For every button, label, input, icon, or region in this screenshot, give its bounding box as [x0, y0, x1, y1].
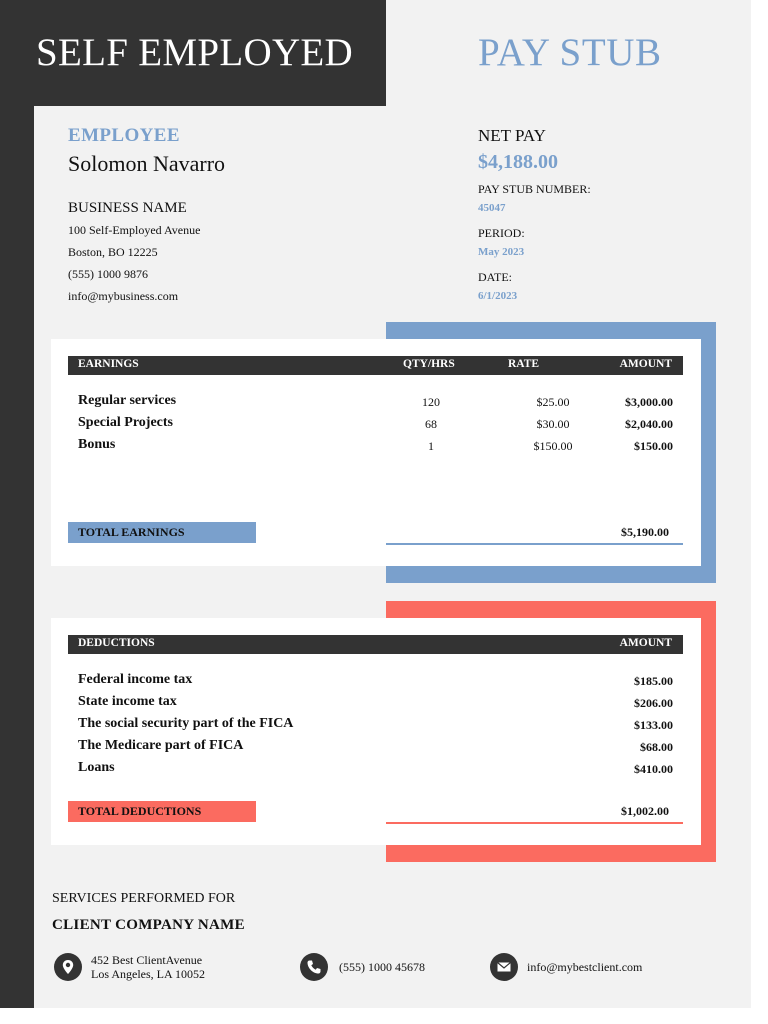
client-address	[91, 953, 205, 981]
client-email: info@mybestclient.com	[527, 960, 643, 974]
client-address-line1: 452 Best ClientAvenue	[91, 953, 203, 967]
deduction-amount: $206.00	[634, 696, 673, 710]
deductions-table-header	[68, 635, 683, 654]
employee-label: EMPLOYEE	[68, 125, 180, 146]
net-pay-value: $4,188.00	[478, 151, 558, 173]
earning-amount: $2,040.00	[625, 417, 673, 431]
net-pay-label: NET PAY	[478, 126, 546, 145]
document-subtitle: PAY STUB	[478, 31, 662, 74]
total-deductions-label: TOTAL DEDUCTIONS	[78, 804, 202, 818]
client-address-line2: Los Angeles, LA 10052	[91, 967, 205, 981]
earning-rate: $25.00	[536, 395, 570, 409]
services-performed-label: SERVICES PERFORMED FOR	[52, 891, 236, 906]
table-row	[78, 694, 683, 716]
phone-icon	[300, 953, 328, 981]
date-label: DATE:	[478, 270, 512, 284]
table-row	[78, 760, 683, 782]
table-row	[78, 437, 683, 459]
stub-number-label: PAY STUB NUMBER:	[478, 182, 591, 196]
table-row	[78, 672, 683, 694]
deduction-desc: Loans	[78, 760, 115, 775]
earning-rate: $30.00	[536, 417, 570, 431]
earning-desc: Special Projects	[78, 415, 173, 430]
earnings-header-amount: AMOUNT	[619, 358, 672, 370]
employee-name: Solomon Navarro	[68, 151, 226, 176]
deductions-card	[51, 618, 701, 845]
deduction-desc: State income tax	[78, 694, 177, 709]
deduction-amount: $133.00	[634, 718, 673, 732]
deduction-amount: $68.00	[640, 740, 673, 754]
deductions-header-desc: DEDUCTIONS	[78, 637, 155, 649]
earning-rate: $150.00	[533, 439, 573, 453]
earnings-header-qty: QTY/HRS	[403, 358, 455, 370]
earning-amount: $3,000.00	[625, 395, 673, 409]
table-row	[78, 393, 683, 415]
left-dark-band	[0, 0, 34, 1008]
table-row	[78, 415, 683, 437]
earnings-card	[51, 339, 701, 566]
total-earnings-value: $5,190.00	[621, 525, 669, 539]
earning-qty: 1	[428, 439, 434, 453]
total-deductions-value: $1,002.00	[621, 804, 669, 818]
business-email: info@mybusiness.com	[68, 289, 179, 303]
stub-number-value: 45047	[478, 202, 506, 214]
deduction-desc: Federal income tax	[78, 672, 193, 687]
location-pin-icon	[54, 953, 82, 981]
document-title: SELF EMPLOYED	[36, 31, 354, 74]
period-label: PERIOD:	[478, 226, 525, 240]
earning-qty: 120	[422, 395, 440, 409]
envelope-icon	[490, 953, 518, 981]
total-earnings-label: TOTAL EARNINGS	[78, 525, 185, 539]
total-earnings-label-box	[68, 522, 256, 543]
table-row	[78, 716, 683, 738]
total-deductions-underline	[386, 822, 683, 824]
total-deductions-label-box	[68, 801, 256, 822]
earnings-header-desc: EARNINGS	[78, 358, 139, 370]
business-city: Boston, BO 12225	[68, 245, 158, 259]
period-value: May 2023	[478, 246, 525, 258]
business-phone: (555) 1000 9876	[68, 267, 148, 281]
earnings-header-rate: RATE	[508, 358, 540, 370]
client-phone: (555) 1000 45678	[339, 960, 425, 974]
earning-desc: Regular services	[78, 393, 177, 408]
table-row	[78, 738, 683, 760]
business-street: 100 Self-Employed Avenue	[68, 223, 201, 237]
business-name: BUSINESS NAME	[68, 200, 187, 216]
earning-qty: 68	[425, 417, 437, 431]
deduction-desc: The social security part of the FICA	[78, 716, 294, 731]
total-earnings-underline	[386, 543, 683, 545]
deduction-amount: $185.00	[634, 674, 673, 688]
date-value: 6/1/2023	[478, 290, 518, 302]
client-company-name: CLIENT COMPANY NAME	[52, 917, 245, 933]
earning-desc: Bonus	[78, 437, 116, 452]
earnings-table-header	[68, 356, 683, 375]
deduction-amount: $410.00	[634, 762, 673, 776]
deductions-header-amount: AMOUNT	[619, 637, 672, 649]
earning-amount: $150.00	[634, 439, 673, 453]
deduction-desc: The Medicare part of FICA	[78, 738, 244, 753]
